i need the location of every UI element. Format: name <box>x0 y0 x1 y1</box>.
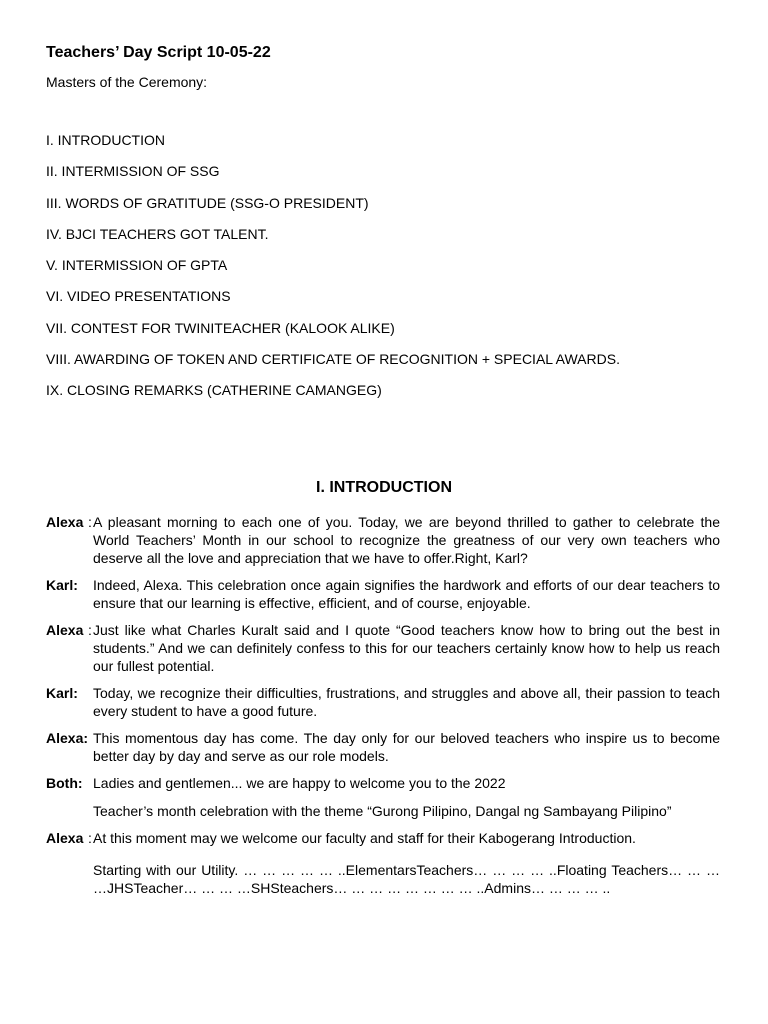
script-text: Just like what Charles Kuralt said and I quote “Good teachers know how to bring out the best in students.” And we can definitely confess to this for our teachers certainly know how to help us reach our fullest potential. <box>93 622 720 674</box>
agenda-item: VII. CONTEST FOR TWINITEACHER (KALOOK ALIKE) <box>46 319 395 336</box>
script-line <box>46 621 720 675</box>
agenda-item: VI. VIDEO PRESENTATIONS <box>46 288 231 305</box>
masters-of-ceremony-label: Masters of the Ceremony: <box>46 74 208 90</box>
speaker-name: Karl: <box>46 577 78 593</box>
script-line <box>46 729 720 765</box>
speaker-name: Alexa <box>46 830 84 846</box>
script-body <box>46 513 720 906</box>
speaker-name: Both: <box>46 775 83 791</box>
agenda-item: IX. CLOSING REMARKS (CATHERINE CAMANGEG) <box>46 382 382 399</box>
speaker-name: Alexa <box>46 622 84 638</box>
document-title: Teachers’ Day Script 10-05-22 <box>46 44 271 61</box>
agenda-item: III. WORDS OF GRATITUDE (SSG-O PRESIDENT) <box>46 194 369 211</box>
script-line <box>46 684 720 720</box>
agenda-item: IV. BJCI TEACHERS GOT TALENT. <box>46 225 269 242</box>
speaker-name: Alexa: <box>46 730 89 746</box>
script-line <box>46 576 720 612</box>
script-text: Starting with our Utility. … … … … … ..ElementarsTeachers… … … … ..Floating Teachers… … … …JHSTeacher… … … …SHSteachers… … … … … … … … ..Admins… … … … .. <box>93 862 720 896</box>
script-text: Ladies and gentlemen... we are happy to welcome you to the 2022 <box>93 775 506 791</box>
agenda-item: VIII. AWARDING OF TOKEN AND CERTIFICATE OF RECOGNITION + SPECIAL AWARDS. <box>46 351 620 368</box>
script-text: Teacher’s month celebration with the theme “Gurong Pilipino, Dangal ng Sambayang Pilipino” <box>93 803 672 819</box>
script-text: Today, we recognize their difficulties, frustrations, and struggles and above all, their passion to teach every student to have a good future. <box>93 685 720 719</box>
program-agenda <box>46 132 620 414</box>
speaker-separator: : <box>88 830 92 846</box>
agenda-item: I. INTRODUCTION <box>46 132 165 148</box>
agenda-item: II. INTERMISSION OF SSG <box>46 163 220 180</box>
script-continuation <box>46 802 720 820</box>
script-line <box>46 774 720 792</box>
script-text: A pleasant morning to each one of you. Today, we are beyond thrilled to gather to celebrate the World Teachers’ Month in our school to recognize the greatness of our very own teachers who deserve all the love and appreciation that we have to offer.Right, Karl? <box>93 514 720 566</box>
script-text: This momentous day has come. The day only for our beloved teachers who inspire us to become better day by day and serve as our role models. <box>93 730 720 764</box>
script-line <box>46 829 720 847</box>
script-text: Indeed, Alexa. This celebration once again signifies the hardwork and efforts of our dear teachers to ensure that our learning is effective, efficient, and of course, enjoyable. <box>93 577 720 611</box>
speaker-name: Alexa <box>46 514 84 530</box>
script-text: At this moment may we welcome our faculty and staff for their Kabogerang Introduction. <box>93 830 636 846</box>
agenda-item: V. INTERMISSION OF GPTA <box>46 257 228 274</box>
section-heading: I. INTRODUCTION <box>316 479 452 496</box>
script-line <box>46 513 720 567</box>
speaker-separator: : <box>88 622 92 638</box>
speaker-separator: : <box>88 514 92 530</box>
script-continuation <box>46 861 720 897</box>
speaker-name: Karl: <box>46 685 78 701</box>
